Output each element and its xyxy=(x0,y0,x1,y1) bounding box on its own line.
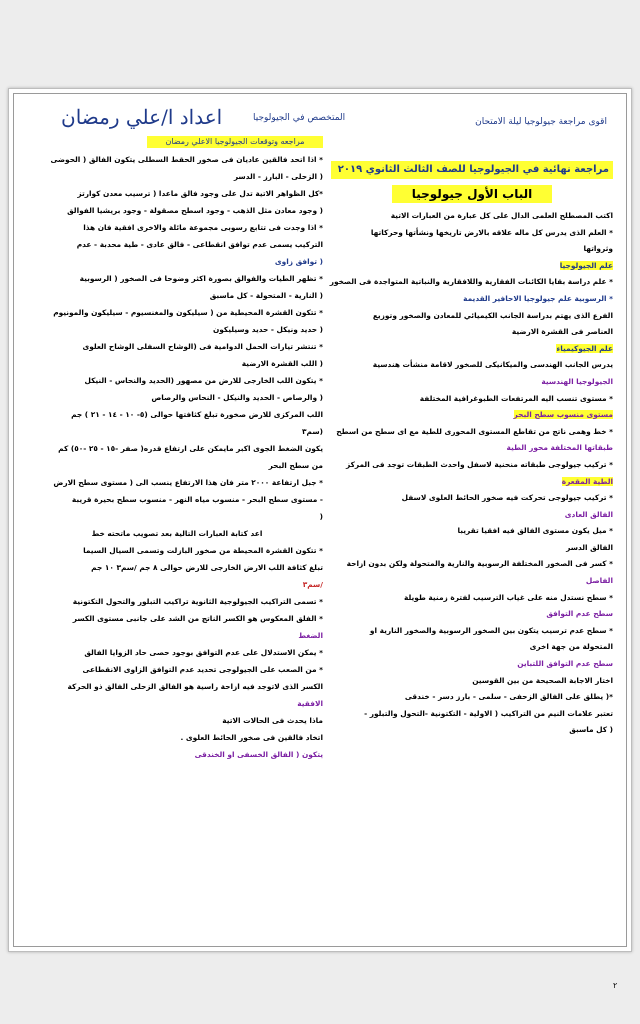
text-line xyxy=(31,461,323,471)
text-line-content: * الرسوبية علم جيولوجيا الاحافير القديمة xyxy=(463,293,613,303)
page-header xyxy=(9,105,631,133)
text-line-content: * تتكون القشرة المحيطية من ( سيليكون والمغنسيوم - سيليكون والمونيوم xyxy=(53,308,323,317)
text-line-content: ( حديد ونيكل - حديد وسيليكون xyxy=(212,325,323,334)
text-line-content: * جبل ارتفاعة ٢٠٠٠ متر فان هذا الارتفاع ينسب الى ( مستوى سطح الارض xyxy=(53,478,323,487)
text-line xyxy=(31,325,323,335)
text-line-content: * العلم الذى يدرس كل ماله علاقه بالارض تاريخها ونشأتها وحركاتها xyxy=(370,227,613,237)
text-line xyxy=(331,642,613,652)
text-line-content: يكون الضغط الجوى اكبر مايمكن على ارتفاع قدره( صفر -١٥ - ٢٥ -٥٠) كم xyxy=(58,444,323,453)
text-line xyxy=(331,593,613,603)
text-line xyxy=(31,716,323,726)
text-line-content: *( يطلق على الفالق الزحفى - سلمى - بارز دسر - خندقى xyxy=(404,692,613,702)
text-line xyxy=(31,563,323,573)
text-line xyxy=(31,410,323,420)
text-line-content: المتحولة من جهة اخرى xyxy=(529,642,613,652)
text-line-content: * سطح عدم ترسيب يتكون بين الصخور الرسوبية والصخور النارية او xyxy=(369,625,613,635)
text-line-content: ( وجود معادن مثل الذهب - وجود اسطح مصقولة - وجود بريشيا الفوالق xyxy=(67,206,323,215)
text-line-content: * تركيب جيولوجى طبقاته منحنية لاسفل واحدث الطبقات توجد فى المركز xyxy=(345,459,613,469)
text-line xyxy=(331,394,613,404)
text-line xyxy=(31,580,323,590)
text-line-content: الفالق العادى xyxy=(564,509,613,519)
text-line xyxy=(31,512,323,522)
text-line-content: ( والرصاص - الحديد والنيكل - النحاس والرصاص xyxy=(151,393,323,402)
text-line xyxy=(331,277,613,287)
text-line-content: علم الجيولوجيا xyxy=(559,260,613,270)
text-line xyxy=(331,692,613,702)
text-line-content: * من الصعب على الجيولوجى تحديد عدم التوافق الزاوى الانقطاعى xyxy=(82,665,323,674)
text-line xyxy=(331,477,613,487)
text-line-content: ( xyxy=(319,512,323,521)
text-line-content: * مستوى تنسب اليه المرتفعات الطبوغرافية المختلفة xyxy=(419,393,613,403)
page-number: ٢ xyxy=(613,981,618,990)
text-line xyxy=(31,478,323,488)
text-line xyxy=(331,427,613,437)
text-line xyxy=(331,360,613,370)
text-line-content: الفاصل xyxy=(585,576,613,586)
text-line xyxy=(31,206,323,216)
left-column xyxy=(31,155,323,767)
text-line xyxy=(31,631,323,641)
text-line-content: * تركيب جيولوجى تحركت فيه صخور الحائط العلوى لاسفل xyxy=(401,493,613,503)
text-line xyxy=(331,543,613,553)
text-line-content: الضغط xyxy=(298,631,323,640)
text-line xyxy=(31,393,323,403)
text-line xyxy=(31,682,323,692)
text-line-content: * يتكون اللب الخارجى للارض من مصهور (الحديد والنحاس - النيكل xyxy=(84,376,323,385)
text-line xyxy=(331,261,613,271)
text-line-content: /سم٣ xyxy=(302,580,323,589)
text-line-content: * تظهر الطيات والفوالق بصورة اكثر وضوحا فى الصخور ( الرسوبية xyxy=(79,274,323,283)
text-line xyxy=(331,410,613,420)
text-line xyxy=(331,659,613,669)
text-line-content: - مستوى سطح البحر - منسوب مياه النهر - منسوب سطح بحيرة قريبة xyxy=(71,495,323,504)
text-line xyxy=(31,750,323,760)
text-line-content: اعد كتابة العبارات التالية بعد تصويب ماتحته خط xyxy=(91,529,263,538)
text-line xyxy=(331,510,613,520)
text-line-content: مستوى منسوب سطح البحر xyxy=(513,410,613,420)
text-line-content: من سطح البحر xyxy=(268,461,323,470)
text-line xyxy=(331,709,613,719)
text-line-content: * تسمى التراكيب الجيولوجية الثانوية تراكيب التبلور والتحول التكتونية xyxy=(72,597,323,606)
text-line xyxy=(331,460,613,470)
text-line xyxy=(31,427,323,437)
text-line-content: تبلغ كثافة اللب الارض الخارجى للارض حوالى ٨ جم /سم٣ ١٠ جم xyxy=(91,563,323,572)
text-line-content: اكتب المصطلح العلمى الدال على كل عبارة من العبارات الاتية xyxy=(390,211,613,220)
text-line-content: سطح عدم التوافق xyxy=(546,609,613,619)
text-line xyxy=(31,546,323,556)
text-line-content: اتخاد فالقين فى صخور الحائط العلوى . xyxy=(180,733,323,742)
header-subtitle: مراجعه وتوقعات الجيولوجيا الاعلي رمضان xyxy=(147,136,323,148)
text-line xyxy=(31,495,323,505)
text-line xyxy=(31,274,323,284)
text-line xyxy=(31,189,323,199)
text-line-content: اختار الاجابة الصحيحة من بين القوسين xyxy=(472,675,613,685)
text-line xyxy=(31,614,323,624)
main-title: مراجعة نهائية في الجيولوجيا للصف الثالث الثانوي ٢٠١٩ xyxy=(331,161,613,179)
text-line-content: طبقاتها المختلفة محور الطية xyxy=(506,443,613,453)
text-line-content: ( كل ماسبق xyxy=(569,725,613,735)
text-line xyxy=(31,376,323,386)
text-line xyxy=(331,609,613,619)
text-line-content: الفرع الذى يهتم بدراسة الجانب الكيميائي للمعادن والصخور وتوزيع xyxy=(372,310,613,320)
text-line xyxy=(331,228,613,238)
text-line xyxy=(331,493,613,503)
text-line-content: علم الجيوكيمياء xyxy=(556,343,613,353)
text-line-content: سطح عدم التوافق اللتباين xyxy=(517,659,613,669)
text-line-content: * الفلق المعكوس هو الكسر الناتج من الشد على جانبى مستوى الكسر xyxy=(72,614,323,623)
text-line xyxy=(331,443,613,453)
text-line-content: العناصر فى القشرة الارضية xyxy=(511,327,613,337)
text-line xyxy=(331,211,613,221)
header-title: اقوى مراجعة جيولوجيا ليلة الامتحان xyxy=(475,117,607,127)
right-column-lines xyxy=(331,211,613,735)
left-column-lines xyxy=(31,155,323,760)
text-line xyxy=(331,676,613,686)
text-line-content: ماذا يحدث فى الحالات الاتية xyxy=(222,716,323,725)
text-line-content: * ميل يكون مستوى الفالق فيه افقيا تقريبا xyxy=(457,526,613,536)
text-line-content: ( توافق زاوى xyxy=(274,257,323,266)
text-line xyxy=(331,244,613,254)
document-page xyxy=(8,88,632,990)
right-column xyxy=(331,161,613,742)
text-line xyxy=(31,291,323,301)
text-line-content: الجيولوجيا الهندسية xyxy=(541,376,613,386)
author-specialty: المتخصص في الجيولوجيا xyxy=(253,113,346,123)
text-line xyxy=(331,526,613,536)
text-line xyxy=(331,311,613,321)
text-line-content: ( النارية - المتحولة - كل ماسبق xyxy=(209,291,323,300)
text-line-content: يتكون ( الفالق الخسفى او الخندقى xyxy=(194,750,323,759)
text-line xyxy=(31,223,323,233)
text-line-content: تعتبر علامات النيم من التراكيب ( الاولية - التكتونية -التحول والتبلور - xyxy=(364,708,613,718)
text-line xyxy=(31,699,323,709)
text-line-content: * يمكن الاستدلال على عدم التوافق بوجود حصى حاد الزوايا الفالق xyxy=(84,648,323,657)
text-line-content: *كل الظواهر الاتية تدل على وجود فالق ماعدا ( ترسيب معدن كوارتز xyxy=(77,189,323,198)
text-line xyxy=(331,294,613,304)
text-line xyxy=(331,725,613,735)
text-line-content: * كسر فى الصخور المختلفة الرسوبية والنارية والمتحولة ولكن بدون ازاحة xyxy=(346,559,613,569)
text-line xyxy=(31,648,323,658)
text-line-content: * تتكون القشرة المحيطة من صخور البازلت وتسمى السيال السيما xyxy=(83,546,323,555)
text-line-content: * تنتشر تيارات الحمل الدوامية فى (الوشاح السفلى الوشاح العلوى xyxy=(82,342,323,351)
text-line xyxy=(31,342,323,352)
text-line-content: * خط وهمى ناتج من تقاطع المستوى المحورى للطية مع اى سطح من اسطح xyxy=(336,426,613,436)
author-name: اعداد ا/علي رمضان xyxy=(61,105,223,129)
text-line xyxy=(31,240,323,250)
text-line xyxy=(31,359,323,369)
text-line-content: الطية المقعرة xyxy=(561,476,613,486)
text-line-content: وثرواتها xyxy=(583,244,613,254)
text-line xyxy=(31,733,323,743)
text-line xyxy=(331,377,613,387)
text-line-content: * اذا وجدت فى تتابع رسوبى مجموعة مائلة والاخرى افقية فان هذا xyxy=(83,223,323,232)
text-line xyxy=(31,444,323,454)
text-line-content: (سم٣ xyxy=(302,427,323,436)
text-line-content: ( الزحلى - البارز - الدسر xyxy=(233,172,323,181)
text-line xyxy=(31,155,323,165)
text-line-content: الفالق الدسر xyxy=(566,542,613,552)
text-line-content: الكسر الذى لاتوجد فيه ازاحة راسية هو الفالق الزحلى الفالق ذو الحركة xyxy=(67,682,323,691)
text-line xyxy=(31,308,323,318)
text-line xyxy=(331,576,613,586)
text-line xyxy=(31,597,323,607)
text-line-content: * علم دراسة بقايا الكائنات الفقارية واللافقارية والنباتية المتواجدة فى الصخور xyxy=(329,277,613,287)
text-line-content: * اذا اتحد فالقين عاديان فى صخور الحقط السطلى يتكون الفالق ( الحوضى xyxy=(50,155,323,164)
text-line-content: يدرس الجانب الهندسى والميكانيكى للصخور لاقامة منشأت هندسية xyxy=(372,360,613,370)
text-line-content: ( اللب القشرة الارضية xyxy=(241,359,323,368)
text-line xyxy=(31,665,323,675)
text-line-content: * سطح نستدل منه على غياب الترسيب لفترة زمنية طويلة xyxy=(403,592,613,602)
text-line xyxy=(331,327,613,337)
text-line-content: اللب المركزى للارض صخورة تبلغ كثافتها حوالى (٥- ١٠ - ١٤ - ٢١ ) جم xyxy=(71,410,323,419)
text-line xyxy=(31,529,323,539)
text-line xyxy=(31,172,323,182)
text-line-content: الافقية xyxy=(297,699,323,708)
chapter-title: الباب الأول جيولوجيا xyxy=(392,185,552,203)
text-line-content: التركيب يسمى عدم توافق انقطاعى - فالق عادى - طية محدبة - عدم xyxy=(76,240,323,249)
text-line xyxy=(31,257,323,267)
text-line xyxy=(331,344,613,354)
text-line xyxy=(331,626,613,636)
text-line xyxy=(331,559,613,569)
